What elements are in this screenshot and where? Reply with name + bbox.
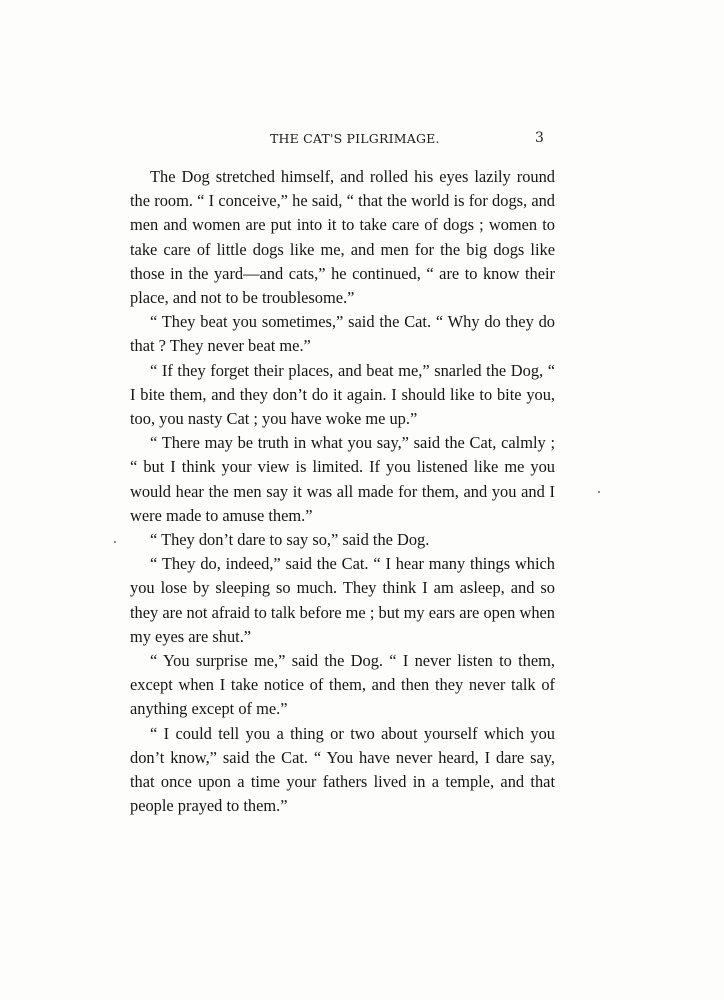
running-head xyxy=(0,131,724,151)
paragraph-they-dont-dare: “ They don’t dare to say so,” said the Dog. xyxy=(150,530,430,550)
body-text xyxy=(130,165,555,818)
paper-speck xyxy=(114,541,116,543)
paragraph-they-beat-you: “ They beat you sometimes,” said the Cat. “ Why do they do that ? They never beat me.” xyxy=(130,312,555,356)
page-number: 3 xyxy=(535,130,544,146)
paragraph-there-may-be-truth: “ There may be truth in what you say,” said the Cat, calmly ; “ but I think your view is limited. If you listened like me you would hear the men say it was all made for them, and you and I were made to amuse them.” xyxy=(130,433,555,525)
paragraph-dog-stretched: The Dog stretched himself, and rolled his eyes lazily round the room. “ I conceive,” he said, “ that the world is for dogs, and men and women are put into it to take care of dogs ; women to take care of little dogs like me, and men for the big dogs like those in the yard—and cats,” he continued, “ are to know their place, and not to be troublesome.” xyxy=(130,167,555,308)
paragraph-if-they-forget: “ If they forget their places, and beat me,” snarled the Dog, “ I bite them, and they don’t do it again. I should like to bite you, too, you nasty Cat ; you have woke me up.” xyxy=(130,360,555,429)
paragraph-i-could-tell-you: “ I could tell you a thing or two about yourself which you don’t know,” said the Cat. “ You have never heard, I dare say, that once upon a time your fathers lived in a temple, and that people prayed to them.” xyxy=(130,723,555,816)
running-title: THE CAT'S PILGRIMAGE. xyxy=(270,131,440,146)
paper-speck xyxy=(598,491,600,493)
paragraph-they-do-indeed: “ They do, indeed,” said the Cat. “ I hear many things which you lose by sleeping so much. They think I am asleep, and so they are not afraid to talk before me ; but my ears are open when my eyes are shut.” xyxy=(130,554,555,646)
paragraph-you-surprise-me: “ You surprise me,” said the Dog. “ I never listen to them, except when I take notice of them, and then they never talk of anything except of me.” xyxy=(130,651,555,719)
